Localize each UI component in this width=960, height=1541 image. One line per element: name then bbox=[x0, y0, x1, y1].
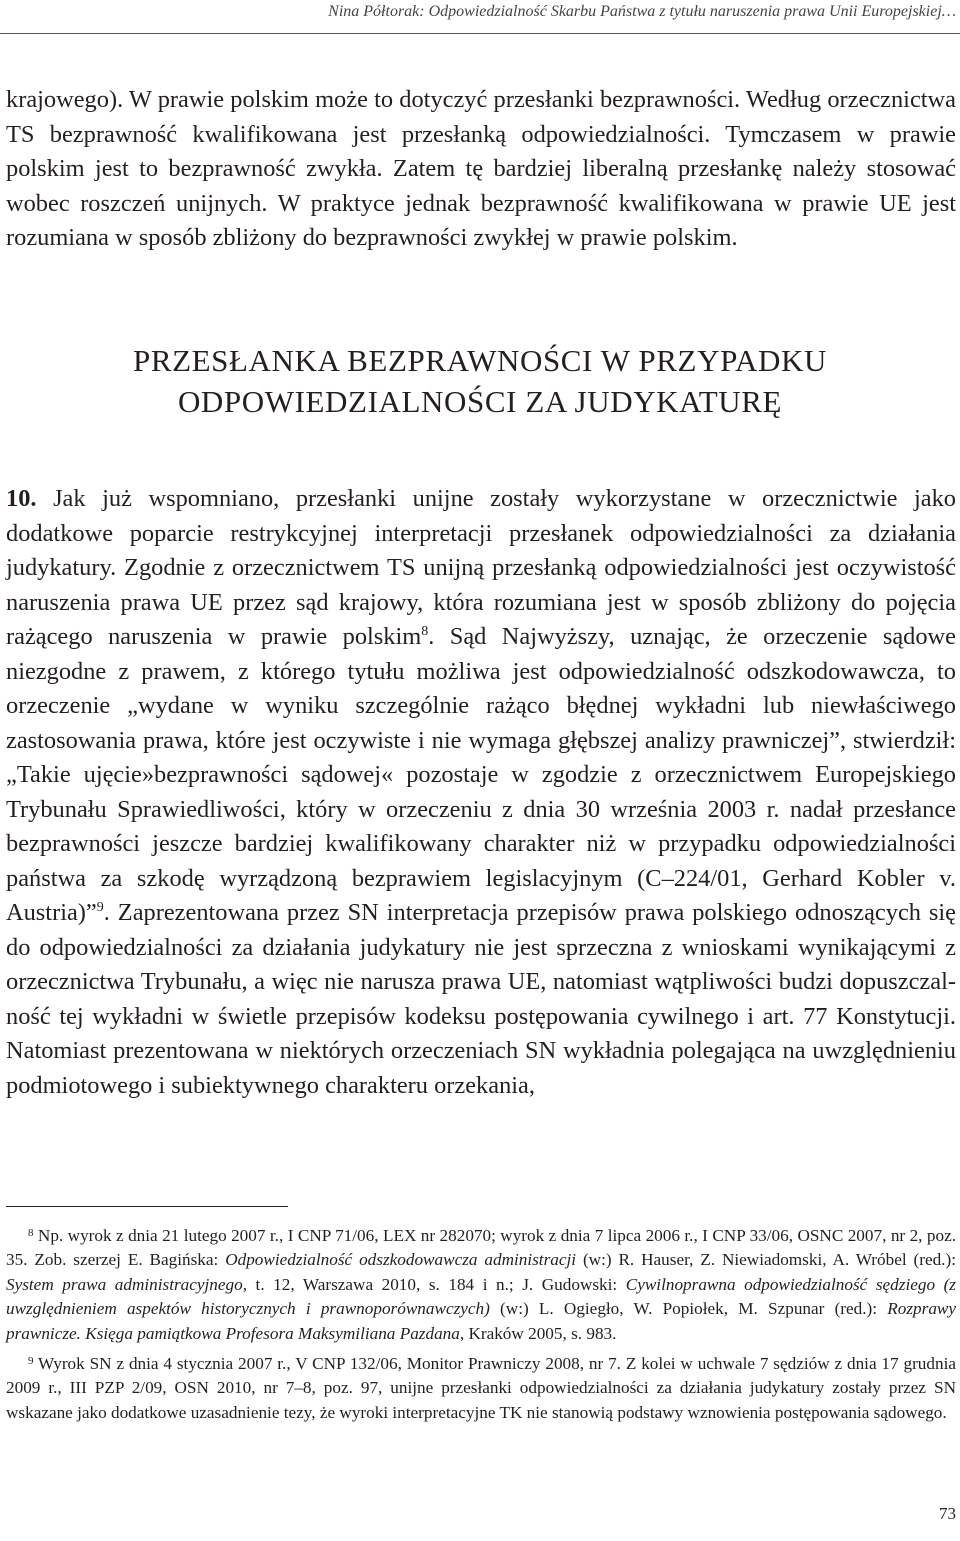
paragraph-10 bbox=[6, 482, 956, 1103]
section-heading-line-2: ODPOWIEDZIALNOŚCI ZA JUDYKATURĘ bbox=[177, 384, 783, 419]
footnote-8-italic-4: Rozprawy prawnicze. Księga pamiątkowa Profesora Maksymiliana Pazdana bbox=[6, 1299, 956, 1343]
footnote-8-text-4: (w:) L. Ogiegło, W. Popiołek, M. Szpunar (red.): bbox=[489, 1299, 888, 1319]
footnote-8-text-5: , Kraków 2005, s. 983. bbox=[459, 1323, 617, 1343]
footnote-9-text: Wyrok SN z dnia 4 stycznia 2007 r., V CNP 132/06, Monitor Prawniczy 2008, nr 7. Z kolei w uchwale 7 sędziów z dnia 17 grudnia 2009 r., III PZP 2/09, OSN 2010, nr 7–8, poz. 97, unijne przesłanki odpowiedzialności za działania judykatury zostały przez SN wskazane jako dodatkowe uzasadnienie tezy, że wyroki interpretacyjne TK nie stanowią podstawy wznowienia postępowania sądowego. bbox=[6, 1354, 956, 1422]
paragraph-10-text-b: . Sąd Najwyższy, uznając, że orzeczenie sądowe niezgodne z prawem, z którego tytułu możliwa jest odpowiedzialność odszkodowawcza, to orzeczenie „wydane w wyniku szczególnie rażąco błędnej wykładni lub niewłaściwego zastosowania prawa, które jest oczywiste i nie wymaga głębszej analizy prawniczej”, stwierdził: „Takie ujęcie»bezprawności sądowej« pozostaje w zgodzie z orzecznictwem Europejskiego Trybunału Sprawiedliwości, który w orzeczeniu z dnia 30 września 2003 r. nadał przesłance bezprawności jeszcze bardziej kwalifikowany charakter niż w przypadku odpowiedzialności państwa za szkodę wyrządzoną bezprawiem legislacyjnym (C–224/01, Gerhard Kobler v. Austria)” bbox=[6, 623, 956, 927]
paragraph-10-text-a: Jak już wspomniano, przesłanki unijne zostały wykorzystane w orzecznictwie jako dodatkowe poparcie restrykcyjnej interpretacji przesłanek odpowiedzialności za działania judykatury. Zgodnie z orzecznictwem TS unijną przesłanką odpowiedzialności jest oczywistość naruszenia prawa UE przez sąd krajowy, która rozumiana jest w sposób zbliżony do pojęcia rażącego naruszenia w prawie polskim bbox=[6, 485, 956, 651]
header-rule bbox=[0, 33, 960, 34]
paragraph-10-text-c: . Zaprezentowana przez SN interpretacja przepisów prawa polskiego odnoszących się do odpowiedzialności za działania judykatury nie jest sprzeczna z wnioskami wynikającymi z orzecznictwa Trybunału, a więc nie narusza prawa UE, natomiast wątpliwości budzi dopuszczalność tej wykładni w świetle przepisów kodeksu postępowania cywilnego i art. 77 Konstytucji. Natomiast prezentowana w niektórych orzeczeniach SN wykładnia polegająca na uwzględnieniu podmiotowego i subiektywnego charakteru orzekania, bbox=[6, 899, 956, 1099]
footnote-8-text-1: Np. wyrok z dnia 21 lutego 2007 r., I CNP 71/06, LEX nr 282070; wyrok z dnia 7 lipca 2006 r., I CNP 33/06, OSNC 2007, nr 2, poz. 35. Zob. szerzej E. Bagińska: bbox=[6, 1226, 956, 1270]
footnote-8-italic-1: Odpowiedzialność odszkodowawcza administracji bbox=[225, 1250, 577, 1270]
footnote-ref-9[interactable]: 9 bbox=[96, 900, 104, 916]
paragraph-continuation: krajowego). W prawie polskim może to dotyczyć przesłanki bezprawności. Według orzecznictwa TS bezprawność kwalifikowana jest przesłanką odpowiedzialności. Tymczasem w prawie polskim jest to bezprawność zwykła. Zatem tę bardziej liberalną przesłankę należy stosować wobec roszczeń unijnych. W praktyce jednak bezprawność kwalifikowana w prawie UE jest rozumiana w sposób zbliżony do bezprawności zwykłej w prawie polskim. bbox=[6, 86, 956, 252]
running-title: Nina Półtorak: Odpowiedzialność Skarbu Państwa z tytułu naruszenia prawa Unii Europejskiej… bbox=[328, 3, 956, 20]
footnote-8-italic-3: Cywilnoprawna odpowiedzialność sędziego (z uwzględnieniem aspektów historycznych i prawnoporównawczych) bbox=[6, 1274, 956, 1319]
paragraph-number: 10. bbox=[6, 485, 37, 513]
section-heading bbox=[0, 340, 960, 422]
footnote-8-italic-2: System prawa administracyjnego bbox=[6, 1274, 243, 1294]
page-number: 73 bbox=[939, 1504, 956, 1523]
footnote-9 bbox=[6, 1352, 956, 1425]
footnote-9-marker: 9 bbox=[28, 1355, 34, 1368]
footnotes bbox=[6, 1224, 956, 1425]
footnote-8 bbox=[6, 1224, 956, 1346]
section-heading-line-1: PRZESŁANKA BEZPRAWNOŚCI W PRZYPADKU bbox=[132, 343, 828, 378]
footnote-rule bbox=[6, 1206, 288, 1207]
footnote-ref-8[interactable]: 8 bbox=[421, 624, 429, 640]
running-header bbox=[0, 3, 960, 25]
footnote-8-marker: 8 bbox=[28, 1227, 34, 1239]
footnote-8-text-3: , t. 12, Warszawa 2010, s. 184 i n.; J. Gudowski: bbox=[242, 1274, 626, 1294]
footnote-8-text-2: (w:) R. Hauser, Z. Niewiadomski, A. Wróbel (red.): bbox=[576, 1250, 956, 1270]
